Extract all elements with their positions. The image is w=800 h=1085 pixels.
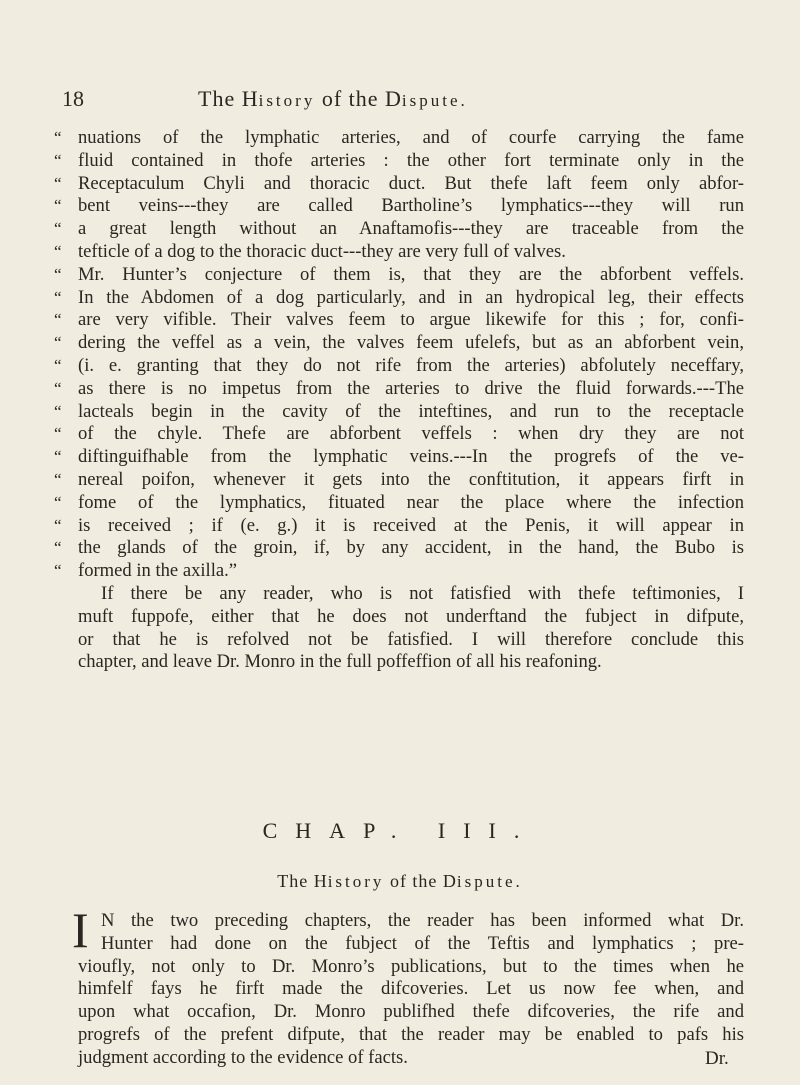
opening-line: judgment according to the evidence of facts. [78,1046,408,1068]
catchword: Dr. [705,1048,729,1069]
line-text: fome of the lymphatics, fituated near the place where the infection [78,491,744,513]
quoted-line [54,286,744,309]
quoted-line [54,194,744,217]
line-text: nereal poifon, whenever it gets into the conftitution, it appears firft in [78,469,744,490]
quote-mark: “ [54,515,62,535]
chapter-subtitle: The History of the Dispute. [277,871,523,891]
quoted-line [54,308,744,331]
line-text: of the chyle. Thefe are abforbent veffels : when dry they are not [78,423,744,445]
quoted-line [54,149,744,172]
opening-line: himfelf fays he firft made the difcoveries. Let us now fee when, and [78,978,744,1000]
line-text: tefticle of a dog to the thoracic duct---they are very full of valves. [78,241,566,262]
line-text: nuations of the lymphatic arteries, and of courfe carrying the fame [78,127,744,148]
line-text: (i. e. granting that they do not rife from the arteries) abfolutely neceffary, [78,355,744,376]
quoted-line [54,172,744,195]
line-text: a great length without an Anaftamofis---they are traceable from the [78,218,744,240]
quoted-line [54,263,744,286]
line-text: the glands of the groin, if, by any accident, in the hand, the Bubo is [78,537,744,559]
quote-mark: “ [54,173,62,193]
page-number: 18 [62,86,84,111]
opening-line: vioufly, not only to Dr. Monro’s publications, but to the times when he [78,955,744,977]
paragraph-line: If there be any reader, who is not fatisfied with thefe teftimonies, I [101,583,744,604]
quoted-line [54,536,744,559]
quoted-line [54,559,744,582]
line-text: Receptaculum Chyli and thoracic duct. But thefe laft feem only abfor- [78,172,744,194]
quoted-line [54,240,744,263]
line-text: bent veins---they are called Bartholine’s lymphatics---they will run [78,195,744,217]
quote-mark: “ [54,378,62,398]
quoted-line [54,331,744,354]
opening-line: N the two preceding chapters, the reader has been informed what Dr. [101,910,744,931]
quote-mark: “ [54,538,62,558]
quote-mark: “ [54,356,62,375]
quote-mark: “ [54,264,62,284]
quote-mark: “ [54,333,62,353]
quoted-line [54,400,744,423]
line-text: as there is no impetus from the arteries to drive the fluid forwards.---The [78,377,744,399]
quote-mark: “ [54,128,62,147]
running-title: The History of the Dispute. [198,86,468,111]
quote-mark: “ [54,196,62,216]
page-header [62,84,742,118]
quote-mark: “ [54,424,62,444]
quoted-line [54,491,744,514]
quoted-line [54,217,744,240]
paragraph-line: chapter, and leave Dr. Monro in the full poffeffion of all his reafoning. [78,651,602,673]
line-text: are very vifible. Their valves feem to argue likewife for this ; for, confi- [78,309,744,331]
quoted-line [54,445,744,468]
quoted-line [54,468,744,491]
drop-cap: I [72,902,89,958]
quote-mark: “ [54,447,62,467]
quote-mark: “ [54,561,62,581]
line-text: is received ; if (e. g.) it is received at the Penis, it will appear in [78,514,744,536]
line-text: dering the veffel as a vein, the valves feem ufelefs, but as an abforbent vein, [78,332,744,354]
line-text: diftinguifhable from the lymphatic veins.---In the progrefs of the ve- [78,446,744,468]
quote-mark: “ [54,287,62,307]
line-text: fluid contained in thofe arteries : the other fort terminate only in the [78,149,744,171]
quote-mark: “ [54,470,62,489]
quote-mark: “ [54,492,62,512]
quote-mark: “ [54,310,62,330]
quote-mark: “ [54,150,62,170]
line-text: In the Abdomen of a dog particularly, and in an hydropical leg, their effects [78,286,744,308]
line-text: lacteals begin in the cavity of the inteftines, and run to the receptacle [78,400,744,422]
quoted-line [54,514,744,537]
opening-line: upon what occafion, Dr. Monro publifhed thefe difcoveries, the rife and [78,1001,744,1023]
quoted-line [54,126,744,149]
opening-line: Hunter had done on the fubject of the Teftis and lymphatics ; pre- [101,932,744,954]
paragraph-line: muft fuppofe, either that he does not underftand the fubject in difpute, [78,605,744,627]
quote-mark: “ [54,219,62,239]
quoted-line [54,422,744,445]
quote-mark: “ [54,242,62,261]
line-text: Mr. Hunter’s conjecture of them is, that they are the abforbent veffels. [78,263,744,285]
quoted-line [54,354,744,377]
chapter-heading: CHAP. III. [262,818,538,843]
quote-mark: “ [54,401,62,421]
line-text: formed in the axilla.” [78,560,238,582]
opening-line: progrefs of the prefent difpute, that the reader may be enabled to pafs his [78,1024,744,1045]
quoted-line [54,377,744,400]
paragraph-line: or that he is refolved not be fatisfied. I will therefore conclude this [78,628,744,650]
